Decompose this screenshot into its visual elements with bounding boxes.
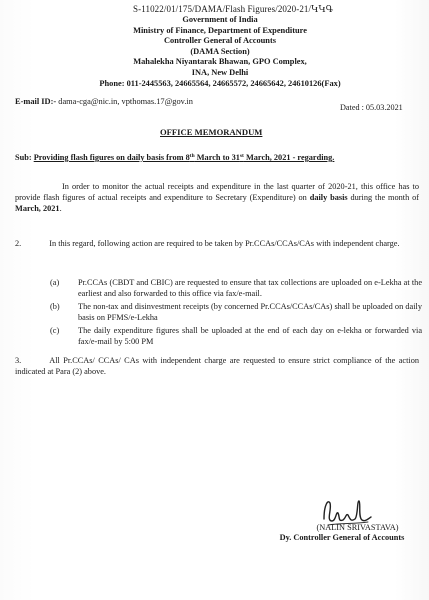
phone-numbers: 011-2445563, 24665564, 24665572, 24665642, 24610126(Fax) (126, 78, 341, 88)
paragraph-3-text: All Pr.CCAs/ CCAs/ CAs with independent charge are requested to ensure strict compliance of the action indicated at Para (2) above. (15, 356, 419, 377)
document-title: OFFICE MEMORANDUM (160, 127, 263, 137)
item-b (50, 301, 422, 323)
subject-text-part3: March, 2021 - regarding. (243, 153, 335, 162)
date-value: 05.03.2021 (365, 103, 403, 112)
letterhead-line-ministry: Ministry of Finance, Department of Expenditure (133, 25, 307, 35)
phone-label: Phone: (99, 78, 125, 88)
paragraph-3-number: 3. (15, 356, 22, 365)
letterhead-line-address: Mahalekha Niyantarak Bhawan, GPO Complex, (133, 57, 307, 67)
paragraph-1-text-b: during the month of (347, 193, 419, 203)
subject-text-part1: Providing flash figures on daily basis from 8 (33, 153, 190, 162)
letterhead-line-city: INA, New Delhi (191, 67, 249, 77)
item-b-label: (b) (50, 302, 60, 311)
subject-line (15, 153, 334, 162)
subject-text (34, 153, 335, 162)
item-c-label: (c) (50, 326, 60, 335)
email-line (15, 97, 193, 106)
paragraph-2-number: 2. (15, 239, 22, 248)
item-a-label: (a) (50, 278, 60, 287)
item-a (50, 277, 422, 299)
letterhead-phone (70, 79, 370, 90)
paragraph-1-bold-b: March, 2021 (15, 204, 60, 214)
paragraph-1-text-a: In order to monitor the actual receipts and expenditure in the last quarter of 2020-21, this office has to provide flash figures of actual receipts and expenditure to Secretary (Expenditure) on (15, 182, 419, 203)
subject-label: Sub: (15, 153, 32, 162)
paragraph-1-text-c: . (59, 204, 62, 214)
paragraph-2-text: In this regard, following action are required to be taken by Pr.CCAs/CCAs/CAs with independent charge. (49, 239, 400, 248)
item-b-text: The non-tax and disinvestment receipts (by concerned Pr.CCAs/CCAs/CAs) shall be uploaded on daily basis on PFMS/e-Lekha (78, 302, 422, 323)
date-line (340, 103, 403, 112)
paragraph-1-bold-a: daily basis (309, 193, 348, 203)
item-c (50, 325, 422, 347)
letterhead-line-government: Government of India (182, 15, 258, 24)
date-label: Dated : (340, 103, 364, 112)
letterhead (70, 15, 370, 89)
subject-sup-th: th (189, 153, 195, 159)
subject-text-part2: March to 31 (194, 153, 240, 162)
item-c-text: The daily expenditure figures shall be uploaded at the end of each day on e-lekha or forwarded via fax/e-mail by 5:00 PM (78, 326, 422, 347)
subject-sup-st: st (239, 153, 244, 159)
letterhead-line-section: (DAMA Section) (190, 46, 250, 56)
email-addresses: dama-cga@nic.in, vpthomas.17@gov.in (58, 97, 193, 106)
signatory-designation: Dy. Controller General of Accounts (279, 533, 405, 542)
file-number: S-11022/01/175/DAMA/Flash Figures/2020-21/ԿԿԳ (133, 4, 334, 14)
email-label: E-mail ID:- (15, 97, 57, 106)
signatory-name: (NALIN SRIVASTAVA) (316, 523, 399, 532)
paragraph-3 (15, 355, 419, 377)
paragraph-2 (15, 238, 419, 249)
letterhead-line-cga: Controller General of Accounts (163, 36, 277, 46)
paragraph-1 (15, 181, 419, 215)
item-a-text: Pr.CCAs (CBDT and CBIC) are requested to ensure that tax collections are uploaded on e-Lekha at the earliest and also forwarded to this office via fax/e-mail. (78, 278, 422, 299)
